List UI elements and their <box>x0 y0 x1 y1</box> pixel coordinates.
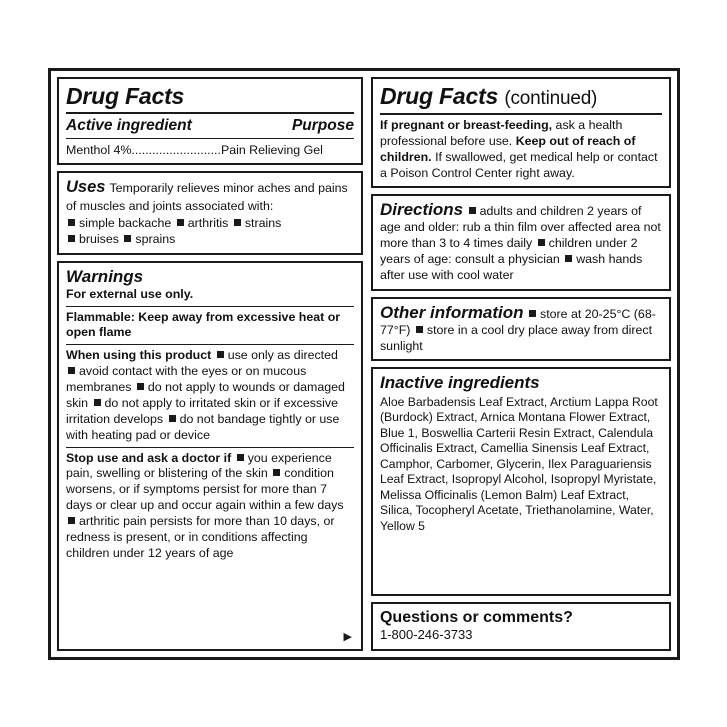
other-information-heading: Other information <box>379 302 524 322</box>
square-bullet-icon <box>469 207 476 214</box>
directions-item-1: children under 2 years of age: consult a physician <box>379 236 638 267</box>
continued-suffix: (continued) <box>504 88 598 109</box>
stop-use-item-1: condition worsens, or if symptoms persist for more than 7 days or clear up and occur again within a few days <box>66 466 344 513</box>
warnings-external-use: For external use only. <box>66 286 194 301</box>
pregnancy-warning <box>380 118 662 182</box>
inactive-ingredients-heading: Inactive ingredients <box>379 373 540 393</box>
square-bullet-icon <box>68 517 75 524</box>
square-bullet-icon <box>565 255 572 262</box>
panel-active-ingredient <box>57 77 363 165</box>
square-bullet-icon <box>538 239 545 246</box>
other-info-item-0: store at 20-25°C (68-77°F) <box>379 306 656 337</box>
square-bullet-icon <box>169 415 176 422</box>
active-ingredient-header-row <box>66 117 354 135</box>
square-bullet-icon <box>177 219 184 226</box>
uses-bullet-2: strains <box>244 216 282 231</box>
square-bullet-icon <box>217 351 224 358</box>
pregnancy-bold-1: If pregnant or breast-feeding, <box>379 117 553 132</box>
right-column <box>371 77 671 651</box>
uses-text: Temporarily relieves minor aches and pains of muscles and joints associated with: <box>66 181 348 213</box>
uses-bullets-row1 <box>66 216 354 232</box>
square-bullet-icon <box>234 219 241 226</box>
when-using-heading: When using this product <box>66 348 212 363</box>
purpose-heading: Purpose <box>291 117 354 135</box>
continued-title-text: Drug Facts <box>379 83 499 109</box>
directions-item-0: adults and children 2 years of age and older: rub a thin film over affected area not more than 3 to 4 times daily <box>379 204 661 251</box>
other-information-block <box>380 303 662 355</box>
drug-facts-title-continued <box>380 84 662 110</box>
warnings-rule-2 <box>66 344 354 345</box>
warnings-heading: Warnings <box>66 267 144 287</box>
uses-bullet-4: sprains <box>135 232 176 247</box>
when-using-item-0: use only as directed <box>227 348 338 363</box>
stop-use-item-0: you experience pain, swelling or blistering of the skin <box>66 450 332 481</box>
square-bullet-icon <box>273 469 280 476</box>
uses-bullet-3: bruises <box>79 232 119 247</box>
uses-block <box>66 177 354 214</box>
title-rule <box>66 112 354 114</box>
uses-bullet-1: arthritis <box>187 216 229 231</box>
panel-other-information <box>371 297 671 362</box>
panel-inactive-ingredients <box>371 367 671 596</box>
keep-out-of-reach-bold: Keep out of reach of children. <box>379 133 636 164</box>
when-using-item-3: do not apply to irritated skin or if excessive irritation develops <box>66 395 338 426</box>
warnings-rule-1 <box>66 306 354 307</box>
panel-uses <box>57 171 363 255</box>
active-ingredient-rule <box>66 138 354 139</box>
square-bullet-icon <box>237 454 244 461</box>
directions-heading: Directions <box>379 200 464 220</box>
warnings-flammable: Flammable: Keep away from excessive heat or open flame <box>66 309 341 340</box>
panel-continued <box>371 77 671 188</box>
active-ingredient-line: Menthol 4%..........................Pain Relieving Gel <box>66 143 323 158</box>
panel-directions <box>371 194 671 290</box>
square-bullet-icon <box>137 383 144 390</box>
pregnancy-text-1: ask a health professional before use. <box>379 117 623 148</box>
square-bullet-icon <box>68 235 75 242</box>
panel-warnings <box>57 261 363 651</box>
stop-use-heading: Stop use and ask a doctor if <box>66 450 232 465</box>
stop-use-block <box>66 451 354 562</box>
directions-block <box>380 200 662 283</box>
square-bullet-icon <box>94 399 101 406</box>
square-bullet-icon <box>416 326 423 333</box>
square-bullet-icon <box>124 235 131 242</box>
left-column <box>57 77 363 651</box>
warnings-rule-3 <box>66 447 354 448</box>
when-using-item-1: avoid contact with the eyes or on mucous membranes <box>66 364 307 395</box>
uses-bullets-row2 <box>66 232 354 248</box>
drug-facts-label <box>48 68 680 660</box>
when-using-block <box>66 348 354 443</box>
other-info-item-1: store in a cool dry place away from direct sunlight <box>379 322 653 353</box>
directions-item-2: wash hands after use with cool water <box>379 252 643 282</box>
square-bullet-icon <box>68 219 75 226</box>
square-bullet-icon <box>68 367 75 374</box>
when-using-item-2: do not apply to wounds or damaged skin <box>66 380 345 410</box>
square-bullet-icon <box>529 310 536 317</box>
panel-questions <box>371 602 671 651</box>
poison-control-text: If swallowed, get medical help or contact a Poison Control Center right away. <box>379 149 658 180</box>
inactive-ingredients-text: Aloe Barbadensis Leaf Extract, Arctium Lappa Root (Burdock) Extract, Arnica Montana Flower Extract, Blue 1, Boswellia Carterii Resin Extract, Calendula Officinalis Extract, Camellia Sinensis Leaf Extract, Camphor, Carbomer, Glycerin, Ilex Paraguariensis Leaf Extract, Isopropyl Alcohol, Isopropyl Myristate, Melissa Officinalis (Lemon Balm) Leaf Extract, Silica, Tocopheryl Acetate, Triethanolamine, Water, Yellow 5 <box>379 394 658 533</box>
continued-title-rule <box>380 113 662 115</box>
continued-arrow-icon: ▶ <box>343 631 352 643</box>
drug-facts-title: Drug Facts <box>66 83 185 109</box>
uses-bullet-0: simple backache <box>79 216 172 231</box>
uses-heading: Uses <box>66 178 106 197</box>
questions-phone[interactable]: 1-800-246-3733 <box>379 627 473 643</box>
stop-use-item-2: arthritic pain persists for more than 10 days, or redness is present, or in conditions affecting children under 12 years of age <box>66 514 335 560</box>
questions-heading: Questions or comments? <box>379 608 573 626</box>
when-using-item-4: do not bandage tightly or use with heating pad or device <box>66 411 340 442</box>
active-ingredient-heading: Active ingredient <box>66 117 192 135</box>
